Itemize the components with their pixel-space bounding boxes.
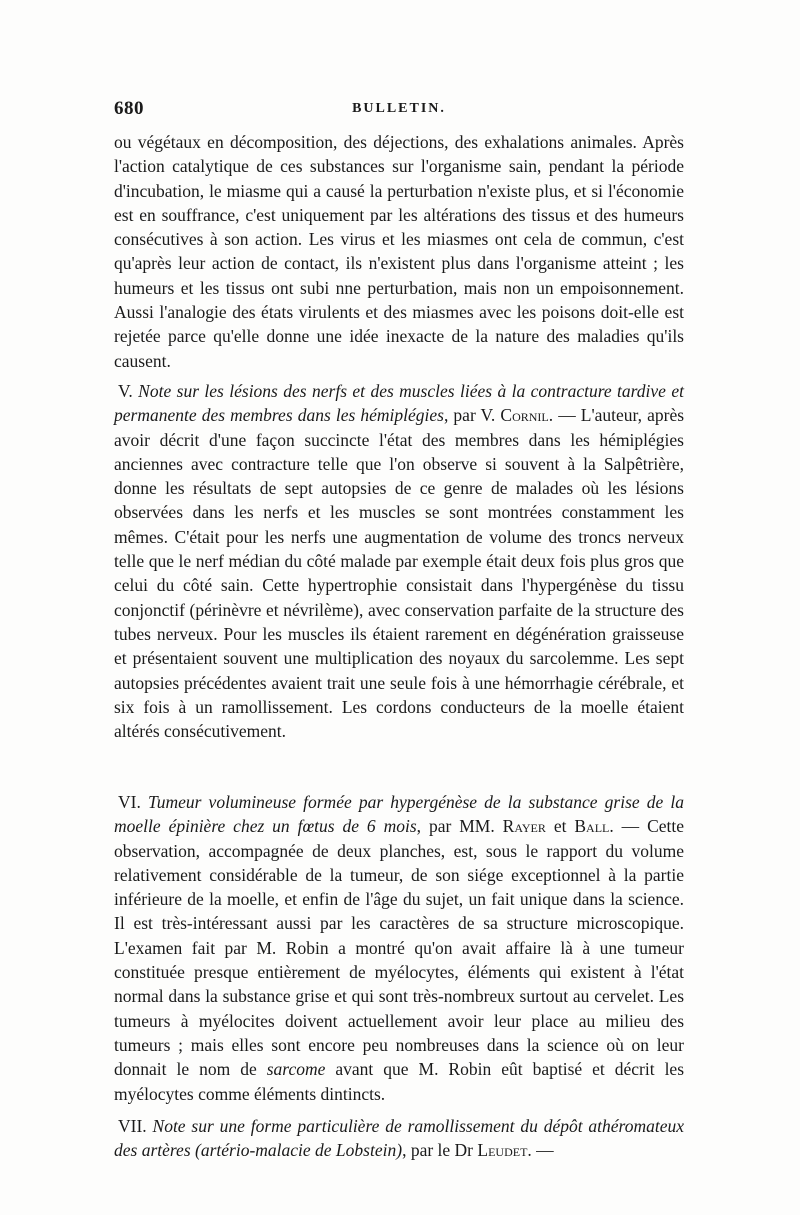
section-vii-title: Note sur une forme particulière de ramollissement du dépôt athéromateux des artères (artério-malacie de Lobstein) [114, 1116, 684, 1161]
page-number: 680 [114, 98, 144, 119]
section-vi-conj: et [553, 816, 567, 837]
section-v-body: L'auteur, après avoir décrit d'une façon succincte l'état des membres dans les hémiplégies anciennes avec contracture telle que l'on observe si souvent à la Salpêtrière, donne les résultats de sept autopsies de ce genre de malades où les lésions observées dans les nerfs et les muscles se sont montrées constamment les mêmes. C'était pour les nerfs une augmentation de volume des troncs nerveux telle que le nerf médian du côté malade par exemple était deux fois plus gros que celui du côté sain. Cette hypertrophie consistait dans l'hypergénèse du tissu conjonctif (périnèvre et névrilème), avec conservation parfaite de la structure des tubes nerveux. Pour les muscles ils étaient rarement en dégénération graisseuse et présentaient souvent une multiplication des noyaux du sarcolemme. Les sept autopsies précédentes avaient trait une seule fois à une hémorrhagie cérébrale, et six fois à un ramollissement. Les cordons conducteurs de la moelle étaient altérés consécutivement. [114, 405, 685, 742]
section-vii-dash: — [536, 1140, 554, 1161]
section-vii-author: Leudet. [477, 1140, 532, 1161]
section-vi-author-1: Rayer [502, 816, 546, 837]
section-v-number: V. [118, 381, 133, 401]
section-vii-paragraph [114, 1114, 684, 1163]
section-vi-title: Tumeur volumineuse formée par hypergénèse de la substance grise de la moelle épinière chez un fœtus de 6 mois [114, 792, 684, 837]
section-v-paragraph [114, 379, 684, 743]
section-v-title: Note sur les lésions des nerfs et des muscles liées à la contracture tardive et permanente des membres dans les hémiplégies [114, 381, 684, 426]
running-header [114, 98, 684, 120]
section-vii-by: , par le Dr [402, 1140, 474, 1161]
section-vi-number: VI. [118, 792, 141, 812]
section-vi-author-2: Ball. [574, 816, 614, 837]
running-title: BULLETIN. [352, 101, 446, 116]
continuation-text: ou végétaux en décomposition, des déjections, des exhalations animales. Après l'action catalytique de ces substances sur l'organisme sain, pendant la période d'incubation, le miasme qui a causé la perturbation n'existe plus, et si l'économie est en souffrance, c'est uniquement par les altérations des tissus et des humeurs consécutives à son action. Les virus et les miasmes ont cela de commun, c'est qu'après leur action de contact, ils n'existent plus dans l'organisme atteint ; les humeurs et les tissus ont subi nne perturbation, mais non un empoisonnement. Aussi l'analogie des états virulents et des miasmes avec les poisons doit-elle est rejetée parce qu'elle donne une idée inexacte de la nature des maladies qu'ils causent. [114, 132, 684, 371]
section-vi-paragraph [114, 790, 684, 1106]
section-v-dash: — [558, 405, 576, 426]
section-vi-body-2: avant que M. Robin eût baptisé et décrit les myélocytes comme éléments dintincts. [114, 1059, 685, 1104]
section-v [114, 379, 684, 743]
section-vii [114, 1114, 684, 1163]
continuation-paragraph [114, 130, 684, 373]
section-vi-body-1: Cette observation, accompagnée de deux planches, est, sous le rapport du volume relativement considérable de la tumeur, de son siége exceptionnel à la partie inférieure de la moelle, et enfin de l'âge du sujet, un fait unique dans la science. Il est très-intéressant aussi par les caractères de sa structure microscopique. L'examen fait par M. Robin a montré qu'on avait affaire là à une tumeur constituée presque entièrement de myélocytes, éléments qui existent à l'état normal dans la substance grise et qui sont très-nombreux surtout au cervelet. Les tumeurs à myélocites doivent actuellement avoir leur place au milieu des tumeurs ; mais elles sont encore peu nombreuses dans la science où on leur donnait le nom de [114, 816, 685, 1080]
section-vi-dash: — [621, 816, 640, 837]
section-v-by: , par V. [443, 405, 496, 426]
section-vi-by: , par MM. [416, 816, 495, 837]
section-vii-number: VII. [118, 1116, 147, 1136]
section-vi [114, 790, 684, 1106]
section-v-author: Cornil. [500, 405, 554, 426]
section-vi-sarcome: sarcome [266, 1059, 326, 1080]
